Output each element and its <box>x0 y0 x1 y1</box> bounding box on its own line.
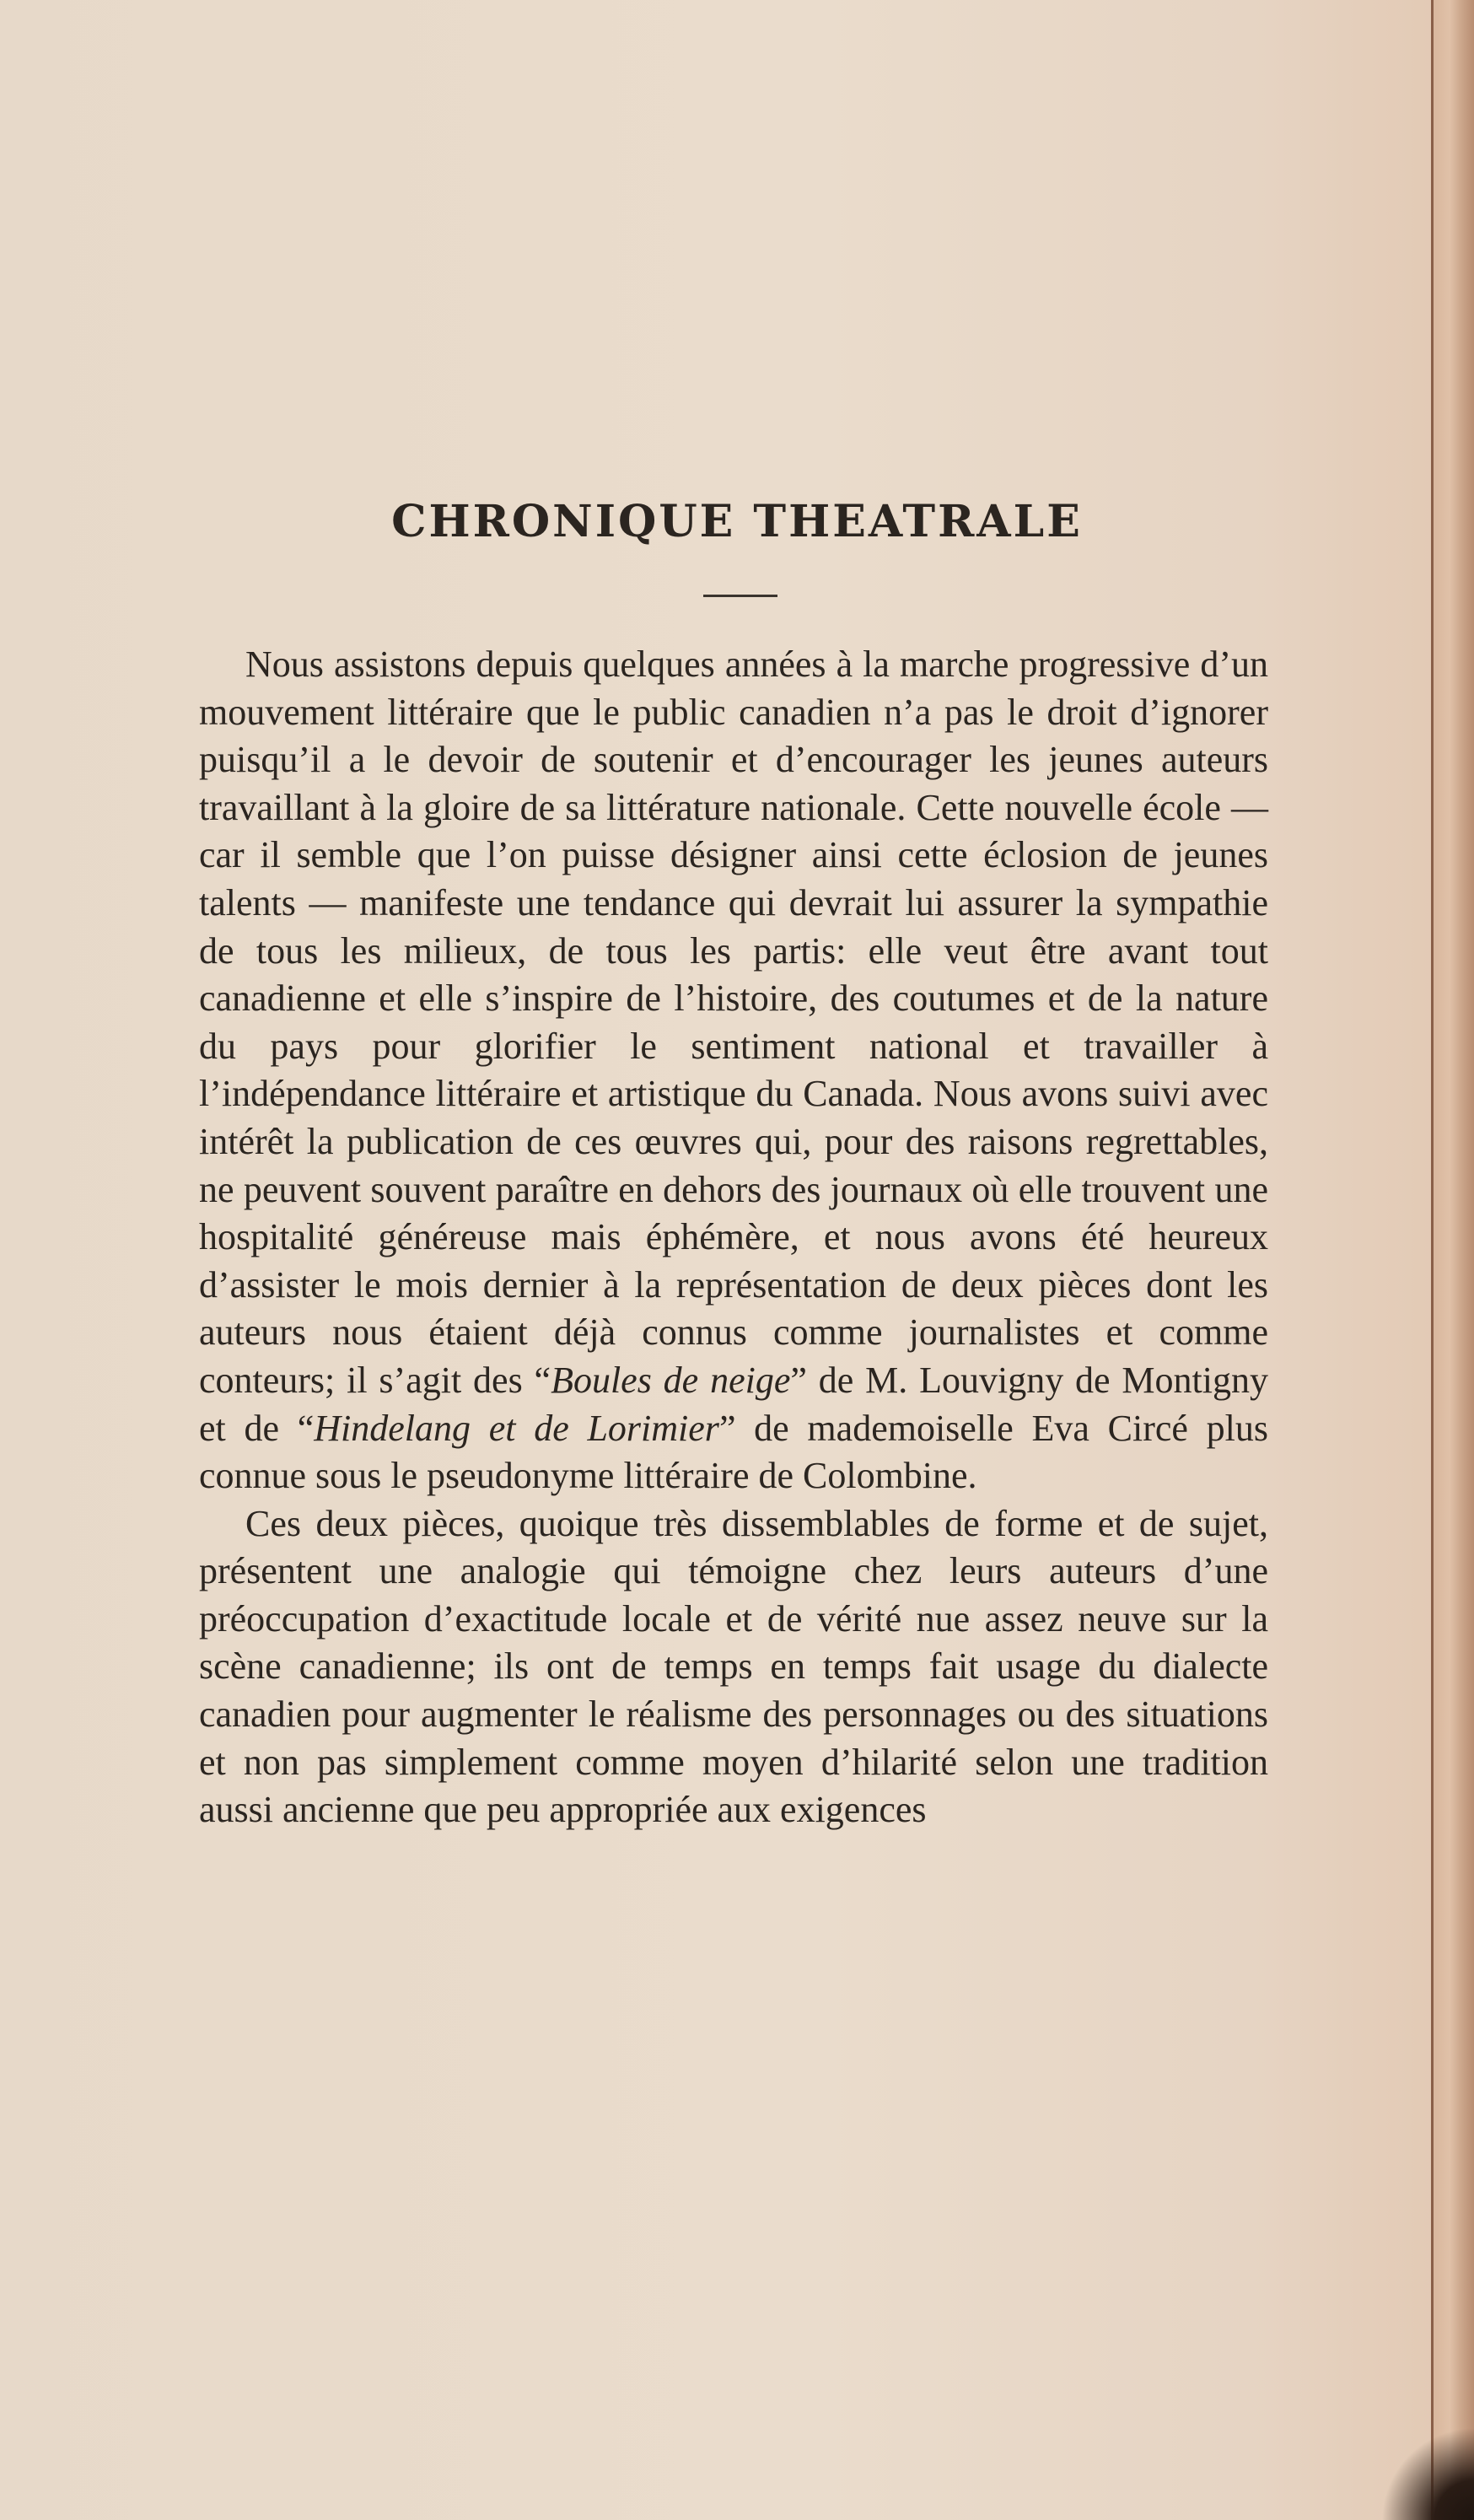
paragraph-2: Ces deux pièces, quoique très dissemblables de forme et de sujet, présentent une analogie qui témoigne chez leurs auteurs d’une préoccupation d’exactitude locale et de vérité nue assez neuve sur la scène canadienne; ils ont de temps en temps fait usage du dialecte canadien pour augmenter le réalisme des personnages ou des situations et non pas simplement comme moyen d’hilarité selon une tradition aussi ancienne que peu appropriée aux exigences <box>199 1502 1268 1831</box>
paragraph-1-text-c: ” de mademoiselle Eva Circé plus connue sous le pseudonyme littéraire de Colombine. <box>199 1407 1268 1497</box>
title-divider <box>703 595 777 597</box>
paragraph-1 <box>199 641 1268 1500</box>
page-title: CHRONIQUE THEATRALE <box>391 496 1083 547</box>
work-title-boules-de-neige: Boules de neige <box>551 1359 791 1401</box>
corner-shadow <box>1381 2427 1474 2520</box>
article-body <box>199 641 1268 1834</box>
paragraph-1-text-b: ” de M. Louvigny de Montigny et de “ <box>199 1359 1268 1449</box>
work-title-hindelang: Hindelang et de Lorimier <box>314 1407 719 1449</box>
page-edge <box>1431 0 1474 2520</box>
paragraph-1-text-a: Nous assistons depuis quelques années à la marche progressive d’un mouvement littéraire que le public canadien n’a pas le droit d’ignorer puisqu’il a le devoir de soutenir et d’encourager les jeunes auteurs travaillant à la gloire de sa littérature nationale. Cette nouvelle école — car il semble que l’on puisse désigner ainsi cette éclosion de jeunes talents — manifeste une tendance qui devrait lui assurer la sympathie de tous les milieux, de tous les partis: elle veut être avant tout canadienne et elle s’inspire de l’histoire, des coutumes et de la nature du pays pour glorifier le sentiment national et travailler à l’indépendance littéraire et artistique du Canada. Nous avons suivi avec intérêt la publication de ces œuvres qui, pour des raisons regrettables, ne peuvent souvent paraître en dehors des journaux où elle trouvent une hospitalité généreuse mais éphémère, et nous avons été heureux d’assister le mois dernier à la représentation de deux pièces dont les auteurs nous étaient déjà connus comme journalistes et comme conteurs; il s’agit des “ <box>199 643 1268 1401</box>
